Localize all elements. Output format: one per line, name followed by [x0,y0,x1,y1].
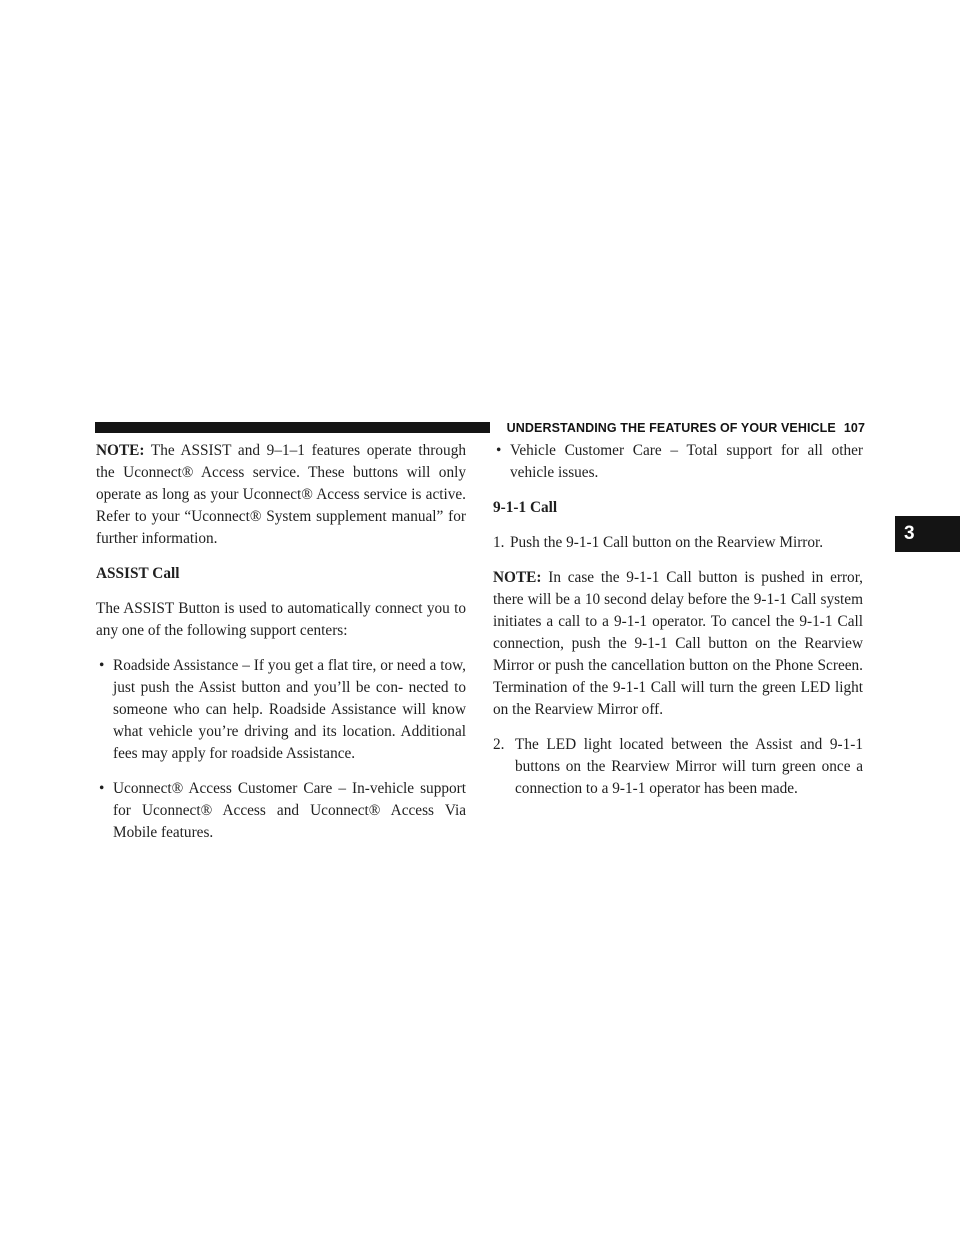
call-heading: 9-1-1 Call [493,499,558,516]
bullet-icon: • [99,657,105,674]
list-item [96,778,466,844]
step-number: 1. [493,534,505,551]
step-item [493,532,863,554]
note-paragraph [96,440,466,550]
header-bar [95,422,490,433]
note-label: NOTE: [493,569,542,586]
bullet-icon: • [99,780,105,797]
header-text [507,419,865,437]
chapter-tab: 3 [895,516,960,552]
note-paragraph [493,567,863,721]
bullet-text: Roadside Assistance – If you get a flat tire, or need a tow, just push the Assist button and you’ll be con- nected to someone who can help. Roadside Assistance will know what vehicle you’re driving and its location. Additional fees may apply for roadside Assistance. [113,657,466,762]
note-label: NOTE: [96,442,145,459]
bullet-icon: • [496,442,502,459]
left-column [96,440,466,844]
assist-intro: The ASSIST Button is used to automatically connect you to any one of the following support centers: [96,600,466,639]
assist-heading: ASSIST Call [96,565,180,582]
bullet-text: Vehicle Customer Care – Total support for all other vehicle issues. [510,442,863,481]
list-item [493,440,863,484]
step-item [493,734,863,800]
step-number: 2. [493,736,505,753]
right-column [493,440,863,800]
page-number: 107 [843,421,865,435]
note-text: In case the 9-1-1 Call button is pushed in error, there will be a 10 second delay before the 9-1-1 Call system initiates a call to a 9-1-1 operator. To cancel the 9-1-1 Call connection, push the 9-1-1 Call button on the Rearview Mirror or push the cancellation button on the Phone Screen. Termination of the 9-1-1 Call will turn the green LED light on the Rearview Mirror off. [493,569,864,718]
section-title: UNDERSTANDING THE FEATURES OF YOUR VEHICLE [506,421,836,435]
list-item [96,655,466,765]
page-header [95,419,865,437]
step-text: The LED light located between the Assist and 9-1-1 buttons on the Rearview Mirror will turn green once a connection to a 9-1-1 operator has been made. [515,736,863,797]
step-text: Push the 9-1-1 Call button on the Rearview Mirror. [510,534,824,551]
note-text: The ASSIST and 9–1–1 features operate through the Uconnect® Access service. These buttons will only operate as long as your Uconnect® Access service is active. Refer to your “Uconnect® System supplement manual” for further information. [96,442,466,547]
bullet-text: Uconnect® Access Customer Care – In-vehicle support for Uconnect® Access and Uconnect® Access Via Mobile features. [113,780,466,841]
